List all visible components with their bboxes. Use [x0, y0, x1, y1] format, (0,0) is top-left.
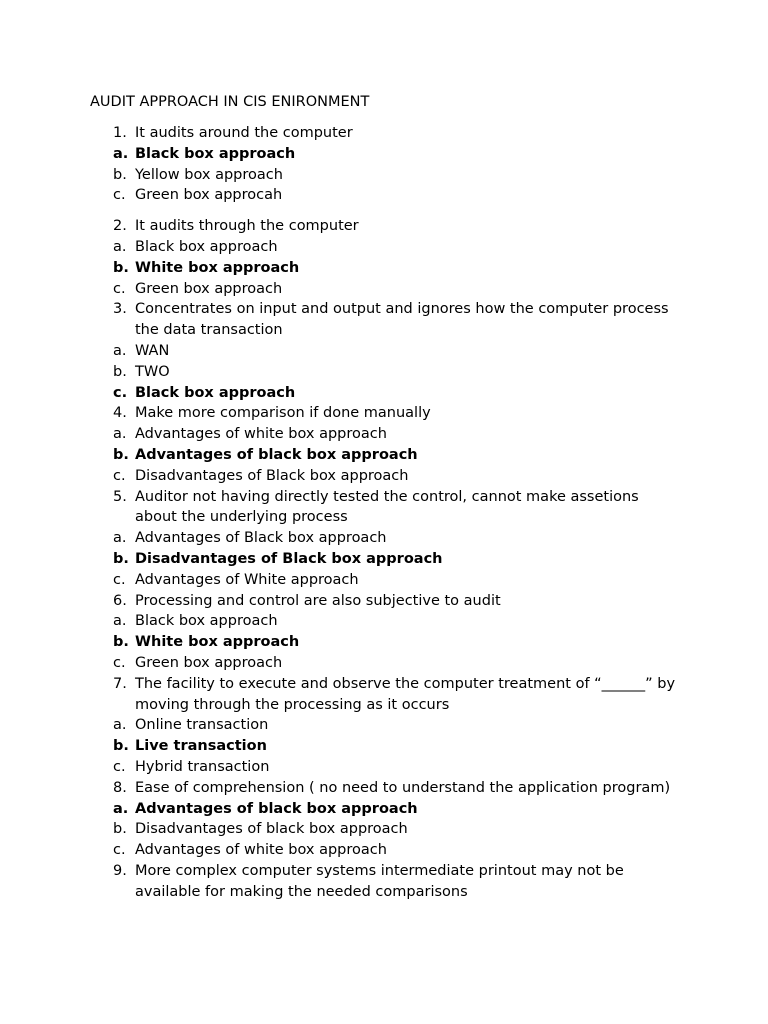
question-text: Ease of comprehension ( no need to understand the application program)	[135, 779, 671, 796]
question-number: 4.	[113, 405, 127, 422]
option-text: Disadvantages of black box approach	[135, 821, 408, 838]
option-letter: c.	[113, 758, 126, 775]
question-group	[0, 123, 768, 206]
answer-option	[0, 715, 768, 736]
option-text: White box approach	[135, 259, 300, 276]
answer-option	[0, 653, 768, 674]
option-letter: a.	[113, 613, 127, 630]
question-number: 3.	[113, 301, 127, 318]
option-letter: c.	[113, 842, 126, 859]
option-letter: a.	[113, 342, 127, 359]
option-letter: b.	[113, 738, 129, 755]
document-title: AUDIT APPROACH IN CIS ENIRONMENT	[90, 94, 370, 110]
answer-option	[0, 840, 768, 861]
option-text: Black box approach	[135, 613, 278, 630]
option-letter: c.	[113, 384, 128, 401]
answer-option	[0, 611, 768, 632]
question-group	[0, 216, 768, 902]
option-letter: a.	[113, 145, 129, 162]
option-text: White box approach	[135, 634, 300, 651]
option-text: TWO	[135, 363, 170, 380]
question-item	[0, 861, 768, 903]
question-item	[0, 674, 768, 716]
answer-option-highlighted	[0, 632, 768, 653]
option-text: Advantages of white box approach	[135, 426, 387, 443]
question-text: It audits through the computer	[135, 218, 359, 235]
answer-option	[0, 165, 768, 186]
option-letter: b.	[113, 363, 127, 380]
question-number: 9.	[113, 862, 127, 879]
option-text: Black box approach	[135, 145, 296, 162]
option-text: WAN	[135, 342, 170, 359]
question-text: The facility to execute and observe the computer treatment of “______” by moving through the processing as it occurs	[135, 675, 676, 713]
answer-option-highlighted	[0, 144, 768, 165]
option-text: Advantages of Black box approach	[135, 530, 387, 547]
question-item	[0, 216, 768, 237]
question-item	[0, 778, 768, 799]
option-text: Disadvantages of Black box approach	[135, 550, 443, 567]
option-text: Disadvantages of Black box approach	[135, 467, 409, 484]
option-text: Green box approach	[135, 654, 283, 671]
option-text: Black box approach	[135, 384, 296, 401]
answer-option-highlighted	[0, 799, 768, 820]
option-text: Live transaction	[135, 738, 267, 755]
option-letter: c.	[113, 467, 126, 484]
answer-option	[0, 341, 768, 362]
option-text: Green box approach	[135, 280, 283, 297]
answer-option	[0, 185, 768, 206]
question-item	[0, 487, 768, 529]
option-letter: b.	[113, 259, 129, 276]
option-letter: a.	[113, 530, 127, 547]
answer-option	[0, 279, 768, 300]
option-letter: a.	[113, 800, 129, 817]
option-text: Advantages of black box approach	[135, 446, 418, 463]
option-text: Advantages of white box approach	[135, 842, 387, 859]
option-letter: a.	[113, 426, 127, 443]
answer-option-highlighted	[0, 736, 768, 757]
option-letter: b.	[113, 446, 129, 463]
option-letter: b.	[113, 550, 129, 567]
answer-option	[0, 819, 768, 840]
option-letter: c.	[113, 187, 126, 204]
answer-option	[0, 362, 768, 383]
question-text: Make more comparison if done manually	[135, 405, 431, 422]
question-text: More complex computer systems intermediate printout may not be available for making the needed comparisons	[135, 862, 624, 900]
option-letter: c.	[113, 280, 126, 297]
answer-option	[0, 424, 768, 445]
question-number: 5.	[113, 488, 127, 505]
question-item	[0, 403, 768, 424]
answer-option-highlighted	[0, 549, 768, 570]
option-text: Black box approach	[135, 238, 278, 255]
question-number: 7.	[113, 675, 127, 692]
question-number: 8.	[113, 779, 127, 796]
question-item	[0, 591, 768, 612]
option-text: Advantages of White approach	[135, 571, 359, 588]
question-number: 2.	[113, 218, 127, 235]
option-letter: b.	[113, 821, 127, 838]
question-text: It audits around the computer	[135, 125, 353, 141]
option-letter: a.	[113, 717, 127, 734]
answer-option-highlighted	[0, 383, 768, 404]
option-text: Green box approcah	[135, 187, 283, 204]
question-item	[0, 123, 768, 144]
option-letter: c.	[113, 654, 126, 671]
question-text: Concentrates on input and output and ignores how the computer process the data transaction	[135, 301, 669, 339]
answer-option	[0, 528, 768, 549]
answer-option	[0, 570, 768, 591]
answer-option	[0, 466, 768, 487]
option-text: Yellow box approach	[135, 166, 283, 183]
answer-option-highlighted	[0, 258, 768, 279]
question-number: 6.	[113, 592, 127, 609]
option-text: Online transaction	[135, 717, 269, 734]
option-text: Advantages of black box approach	[135, 800, 418, 817]
question-number: 1.	[113, 125, 127, 141]
option-text: Hybrid transaction	[135, 758, 270, 775]
question-item	[0, 299, 768, 341]
question-list	[0, 123, 768, 902]
option-letter: a.	[113, 238, 127, 255]
answer-option	[0, 237, 768, 258]
answer-option-highlighted	[0, 445, 768, 466]
question-text: Processing and control are also subjective to audit	[135, 592, 501, 609]
answer-option	[0, 757, 768, 778]
option-letter: c.	[113, 571, 126, 588]
option-letter: b.	[113, 166, 127, 183]
question-text: Auditor not having directly tested the control, cannot make assetions about the underlying process	[135, 488, 639, 526]
option-letter: b.	[113, 634, 129, 651]
